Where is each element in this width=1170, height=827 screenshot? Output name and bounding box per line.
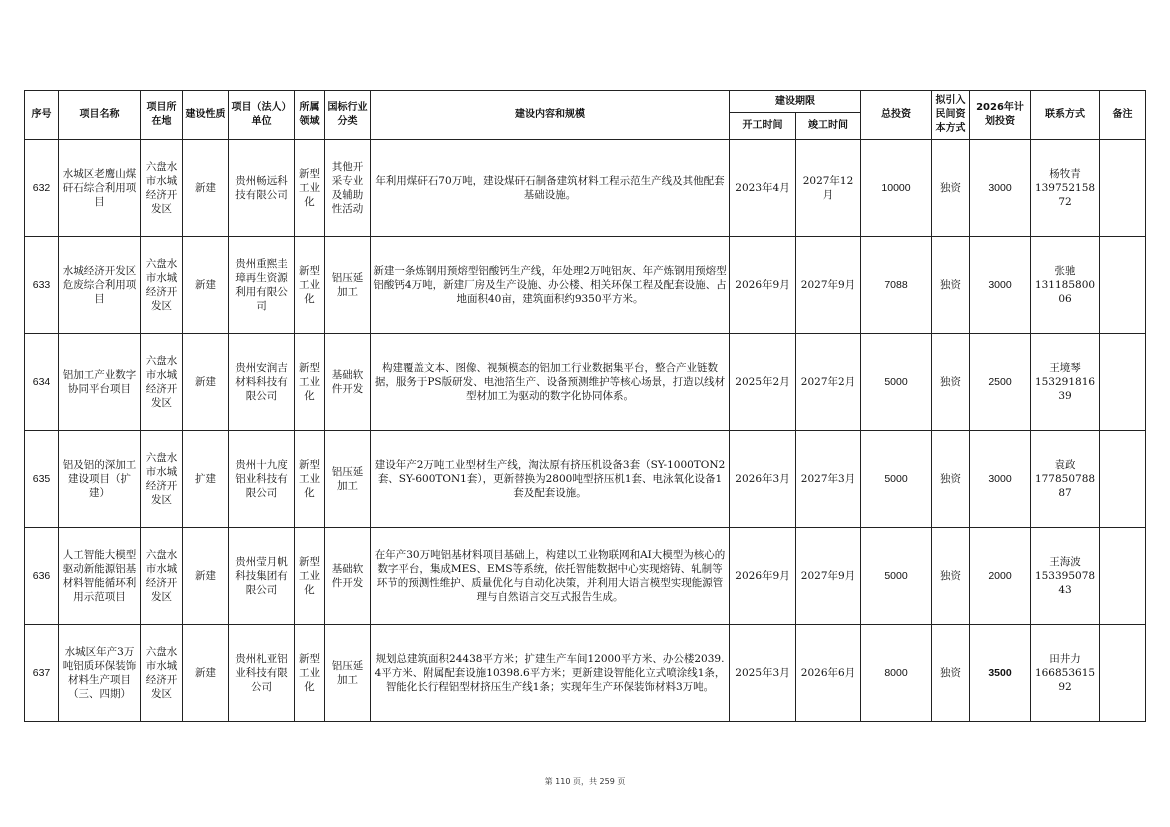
cell-capital: 独资 — [932, 431, 970, 528]
contact-name: 张驰 — [1054, 265, 1076, 277]
cell-name: 水城区年产3万吨铝质环保装饰材料生产项目（三、四期） — [59, 625, 141, 722]
cell-total: 10000 — [861, 140, 932, 237]
cell-note — [1100, 528, 1146, 625]
header-name: 项目名称 — [59, 91, 141, 140]
cell-start: 2025年3月 — [730, 625, 796, 722]
cell-start: 2023年4月 — [730, 140, 796, 237]
contact-name: 袁政 — [1054, 459, 1076, 471]
cell-location: 六盘水市水城经济开发区 — [141, 140, 183, 237]
cell-total: 5000 — [861, 528, 932, 625]
cell-industry: 基础软件开发 — [325, 334, 371, 431]
cell-seq: 632 — [25, 140, 59, 237]
cell-name: 铝加工产业数字协同平台项目 — [59, 334, 141, 431]
project-table — [24, 90, 1146, 722]
cell-start: 2026年3月 — [730, 431, 796, 528]
cell-plan: 3000 — [970, 431, 1031, 528]
cell-plan: 3000 — [970, 140, 1031, 237]
cell-field: 新型工业化 — [295, 334, 325, 431]
cell-total: 8000 — [861, 625, 932, 722]
cell-capital: 独资 — [932, 140, 970, 237]
contact-phone: 13975215872 — [1034, 182, 1096, 208]
cell-name: 水城区老鹰山煤矸石综合利用项目 — [59, 140, 141, 237]
cell-contact — [1031, 140, 1100, 237]
cell-note — [1100, 625, 1146, 722]
cell-capital: 独资 — [932, 334, 970, 431]
contact-phone: 15339507843 — [1034, 570, 1096, 596]
cell-content: 构建覆盖文本、图像、视频模态的铝加工行业数据集平台，整合产业链数据，服务于PS版研发、电池箔生产、设备预测维护等核心场景，打造以线材型材加工为驱动的数字化协同体系。 — [371, 334, 730, 431]
cell-content: 新建一条炼钢用预熔型铝酸钙生产线，年处理2万吨铝灰、年产炼钢用预熔型铝酸钙4万吨，新建厂房及生产设施、办公楼、相关环保工程及配套设施、占地面积40亩，建筑面积约9350平方米。 — [371, 237, 730, 334]
header-industry: 国标行业分类 — [325, 91, 371, 140]
cell-nature: 新建 — [183, 334, 229, 431]
cell-end: 2027年9月 — [796, 237, 861, 334]
cell-nature: 新建 — [183, 528, 229, 625]
cell-seq: 637 — [25, 625, 59, 722]
cell-industry: 铝压延加工 — [325, 625, 371, 722]
cell-industry: 铝压延加工 — [325, 237, 371, 334]
cell-unit: 贵州重熙圭璋再生资源利用有限公司 — [229, 237, 295, 334]
cell-contact — [1031, 431, 1100, 528]
cell-field: 新型工业化 — [295, 625, 325, 722]
contact-phone: 17785078887 — [1034, 473, 1096, 499]
contact-phone: 13118580006 — [1034, 279, 1096, 305]
cell-location: 六盘水市水城经济开发区 — [141, 237, 183, 334]
header-total: 总投资 — [861, 91, 932, 140]
cell-content: 建设年产2万吨工业型材生产线，淘汰原有挤压机设备3套（SY-1000TON2套、SY-600TON1套），更新替换为2800吨型挤压机1套、电泳氧化设备1套及配套设施。 — [371, 431, 730, 528]
cell-note — [1100, 431, 1146, 528]
cell-unit: 贵州十九度铝业科技有限公司 — [229, 431, 295, 528]
cell-nature: 新建 — [183, 625, 229, 722]
cell-field: 新型工业化 — [295, 140, 325, 237]
cell-plan: 2500 — [970, 334, 1031, 431]
table-row — [25, 140, 1146, 237]
cell-total: 7088 — [861, 237, 932, 334]
cell-nature: 新建 — [183, 237, 229, 334]
cell-name: 水城经济开发区危废综合利用项目 — [59, 237, 141, 334]
contact-name: 田井力 — [1049, 653, 1081, 665]
table-row — [25, 431, 1146, 528]
header-start: 开工时间 — [730, 113, 796, 140]
header-contact: 联系方式 — [1031, 91, 1100, 140]
cell-industry: 铝压延加工 — [325, 431, 371, 528]
cell-start: 2025年2月 — [730, 334, 796, 431]
cell-content: 年利用煤矸石70万吨，建设煤矸石制备建筑材料工程示范生产线及其他配套基础设施。 — [371, 140, 730, 237]
table-row — [25, 237, 1146, 334]
contact-phone: 15329181639 — [1034, 376, 1096, 402]
cell-content: 在年产30万吨铝基材料项目基础上，构建以工业物联网和AI大模型为核心的数字平台，集成MES、EMS等系统，依托智能数据中心实现熔铸、轧制等环节的预测性维护、质量优化与自动化决策，并利用大语言模型实现能源管理与自然语言交互式报告生成。 — [371, 528, 730, 625]
cell-seq: 636 — [25, 528, 59, 625]
header-period: 建设期限 — [730, 91, 861, 113]
header-field: 所属领域 — [295, 91, 325, 140]
cell-end: 2027年12月 — [796, 140, 861, 237]
contact-name: 王海波 — [1049, 556, 1081, 568]
cell-plan: 2000 — [970, 528, 1031, 625]
header-nature: 建设性质 — [183, 91, 229, 140]
header-unit: 项目（法人）单位 — [229, 91, 295, 140]
cell-industry: 基础软件开发 — [325, 528, 371, 625]
cell-start: 2026年9月 — [730, 237, 796, 334]
cell-nature: 新建 — [183, 140, 229, 237]
header-end: 竣工时间 — [796, 113, 861, 140]
cell-note — [1100, 334, 1146, 431]
header-seq: 序号 — [25, 91, 59, 140]
cell-end: 2026年6月 — [796, 625, 861, 722]
cell-contact — [1031, 625, 1100, 722]
header-location: 项目所在地 — [141, 91, 183, 140]
cell-seq: 633 — [25, 237, 59, 334]
cell-industry: 其他开采专业及辅助性活动 — [325, 140, 371, 237]
cell-seq: 635 — [25, 431, 59, 528]
cell-contact — [1031, 237, 1100, 334]
page-footer: 第 110 页，共 259 页 — [544, 777, 626, 786]
table-row — [25, 528, 1146, 625]
contact-phone: 16685361592 — [1034, 667, 1096, 693]
cell-nature: 扩建 — [183, 431, 229, 528]
cell-field: 新型工业化 — [295, 431, 325, 528]
cell-unit: 贵州畅远科技有限公司 — [229, 140, 295, 237]
cell-total: 5000 — [861, 334, 932, 431]
cell-field: 新型工业化 — [295, 237, 325, 334]
contact-name: 王境琴 — [1049, 362, 1081, 374]
cell-name: 铝及铝的深加工建设项目（扩建） — [59, 431, 141, 528]
cell-field: 新型工业化 — [295, 528, 325, 625]
cell-unit: 贵州莹月帆科技集团有限公司 — [229, 528, 295, 625]
cell-end: 2027年2月 — [796, 334, 861, 431]
header-plan: 2026年计划投资 — [970, 91, 1031, 140]
cell-note — [1100, 237, 1146, 334]
cell-capital: 独资 — [932, 528, 970, 625]
cell-location: 六盘水市水城经济开发区 — [141, 431, 183, 528]
table-row — [25, 334, 1146, 431]
cell-capital: 独资 — [932, 625, 970, 722]
header-note: 备注 — [1100, 91, 1146, 140]
cell-content: 规划总建筑面积24438平方米；扩建生产车间12000平方米、办公楼2039.4平方米、附属配套设施10398.6平方米；更新建设智能化立式喷涂线1条，智能化长行程铝型材挤压生产线1条；实现年生产环保装饰材料3万吨。 — [371, 625, 730, 722]
cell-capital: 独资 — [932, 237, 970, 334]
cell-plan: 3000 — [970, 237, 1031, 334]
cell-total: 5000 — [861, 431, 932, 528]
cell-location: 六盘水市水城经济开发区 — [141, 625, 183, 722]
table-row — [25, 625, 1146, 722]
cell-start: 2026年9月 — [730, 528, 796, 625]
contact-name: 杨牧青 — [1049, 168, 1081, 180]
cell-plan: 3500 — [970, 625, 1031, 722]
cell-contact — [1031, 528, 1100, 625]
header-content: 建设内容和规模 — [371, 91, 730, 140]
cell-contact — [1031, 334, 1100, 431]
cell-location: 六盘水市水城经济开发区 — [141, 528, 183, 625]
cell-note — [1100, 140, 1146, 237]
cell-unit: 贵州札亚铝业科技有限公司 — [229, 625, 295, 722]
cell-end: 2027年9月 — [796, 528, 861, 625]
header-capital: 拟引入民间资本方式 — [932, 91, 970, 140]
cell-seq: 634 — [25, 334, 59, 431]
cell-unit: 贵州安润吉材料科技有限公司 — [229, 334, 295, 431]
cell-location: 六盘水市水城经济开发区 — [141, 334, 183, 431]
cell-end: 2027年3月 — [796, 431, 861, 528]
cell-name: 人工智能大模型驱动新能源铝基材料智能循环利用示范项目 — [59, 528, 141, 625]
